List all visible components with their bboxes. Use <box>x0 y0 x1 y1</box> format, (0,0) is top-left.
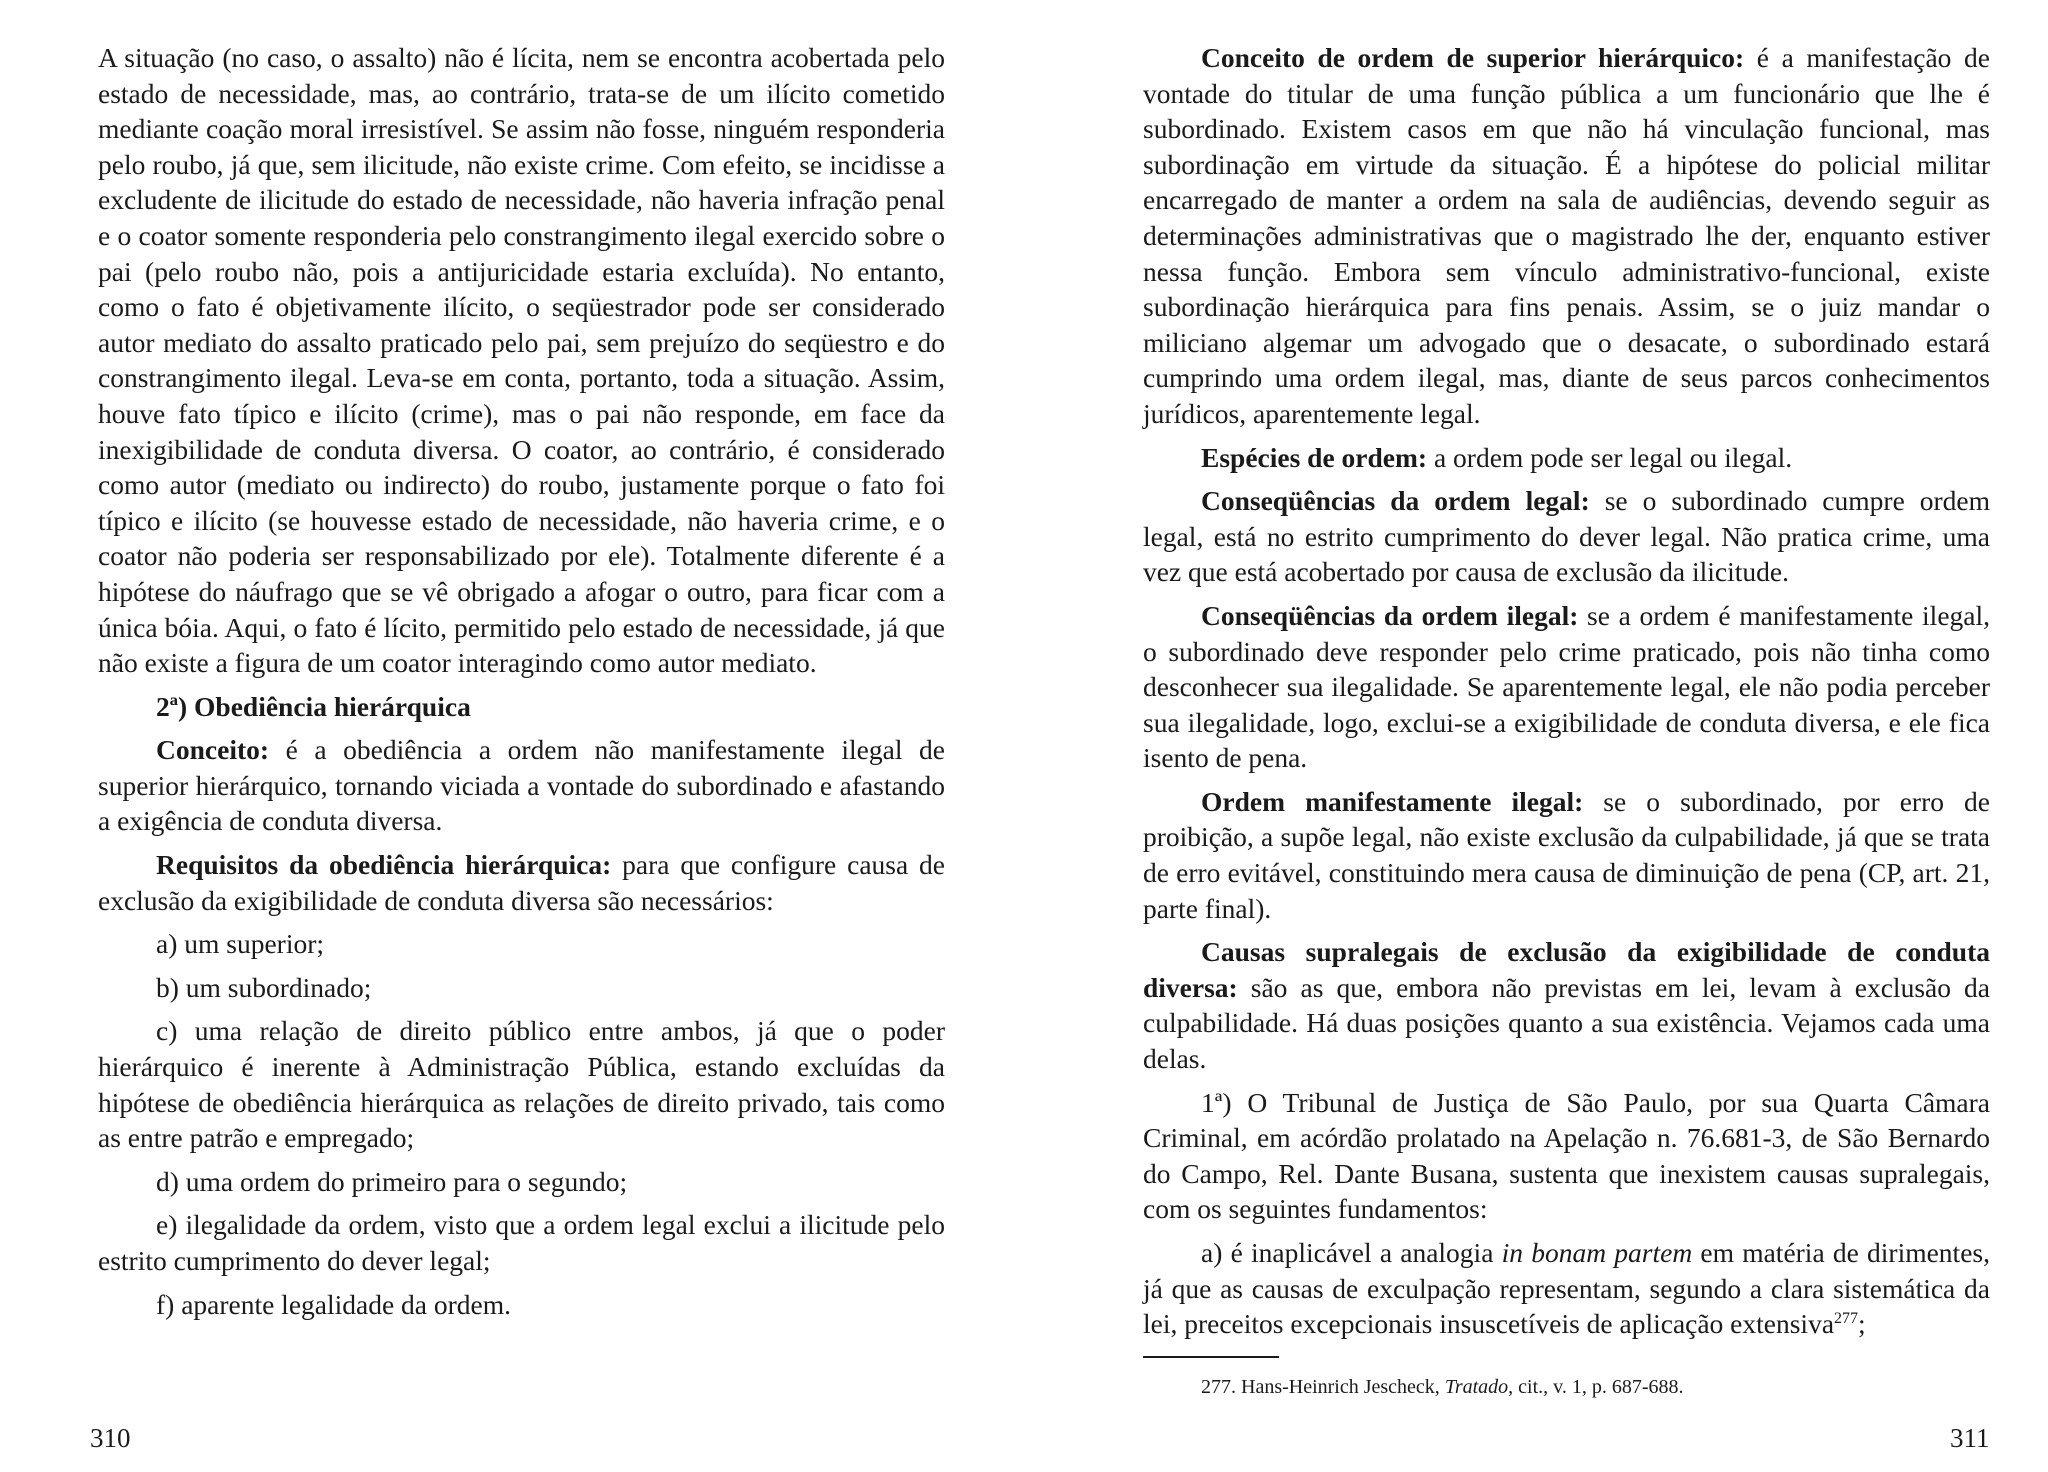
list-item-f: f) aparente legalidade da ordem. <box>156 1288 512 1320</box>
item-a-end: ; <box>1858 1308 1866 1340</box>
footnote-after: , cit., v. 1, p. 687-688. <box>1508 1376 1684 1398</box>
term-especies-ordem: Espécies de ordem: <box>1201 441 1428 473</box>
item-a-before: a) é inaplicável a analogia <box>1201 1237 1502 1268</box>
page-number-left: 310 <box>90 1423 131 1453</box>
list-item-a: a) um superior; <box>156 928 325 960</box>
text-ordem-ilegal: se a ordem é manifestamente ilegal, o subordinado deve responder pelo crime praticado, pois não tinha como desconhecer sua ilegalidade. Se aparentemente legal, ele não podia perceber sua ilegalidade, logo, exclui-se a exigibilidade de conduta diversa, e ele fica isento de pena. <box>1143 599 1991 774</box>
footnote-before: 277. Hans-Heinrich Jescheck, <box>1201 1376 1445 1398</box>
footnote-reference[interactable]: 277 <box>1834 1310 1859 1328</box>
list-item-c: c) uma relação de direito público entre ambos, já que o poder hierárquico é inerente à Administração Pública, estando excluídas da hipótese de obediência hierárquica as relações de direito privado, tais como as entre patrão e empregado; <box>98 1015 945 1154</box>
paragraph-especies-ordem <box>1143 440 1990 476</box>
paragraph-ordem-manifestamente-ilegal <box>1143 784 1990 926</box>
section-heading-obediencia: 2ª) Obediência hierárquica <box>156 690 471 722</box>
paragraph-conceito <box>98 732 945 839</box>
footnote-divider <box>1143 1356 1279 1358</box>
paragraph-posicao-1: 1ª) O Tribunal de Justiça de São Paulo, por sua Quarta Câmara Criminal, em acórdão prolatado na Apelação n. 76.681-3, de São Bernardo do Campo, Rel. Dante Busana, sustenta que inexistem causas supralegais, com os seguintes fundamentos: <box>1143 1086 1990 1225</box>
list-item-e: e) ilegalidade da ordem, visto que a ordem legal exclui a ilicitude pelo estrito cumprimento do dever legal; <box>98 1209 945 1276</box>
footnote-italic: Tratado <box>1444 1376 1509 1398</box>
paragraph-requisitos <box>98 847 945 918</box>
paragraph-ordem-legal <box>1143 483 1990 590</box>
term-conceito: Conceito: <box>156 734 270 766</box>
text-conceito-ordem: é a manifestação de vontade do titular de uma função pública a um funcionário que lhe é subordinado. Existem casos em que não há vinculação funcional, mas subordinação em virtude da situação. É a hipótese do policial militar encarregado de manter a ordem na sala de audiências, devendo seguir as determinações administrativas que o magistrado lhe der, enquanto estiver nessa função. Embora sem vínculo administrativo-funcional, existe subordinação hierárquica para fins penais. Assim, se o juiz mandar o miliciano algemar um advogado que o desacate, o subordinado estará cumprindo uma ordem ilegal, mas, diante de seus parcos conhecimentos jurídicos, aparentemente legal. <box>1143 42 1990 429</box>
term-ordem-manifestamente-ilegal: Ordem manifestamente ilegal: <box>1201 785 1584 817</box>
page-number-right: 311 <box>1950 1423 1990 1453</box>
text-especies-ordem: a ordem pode ser legal ou ilegal. <box>1427 441 1793 473</box>
text-ordem-manifestamente-ilegal: se o subordinado, por erro de proibição, a supõe legal, não existe exclusão da culpabilidade, já que se trata de erro evitável, constituindo mera causa de diminuição de pena (CP, art. 21, parte final). <box>1143 785 1990 924</box>
term-ordem-ilegal: Conseqüências da ordem ilegal: <box>1201 599 1579 631</box>
left-page <box>98 40 945 1330</box>
paragraph-item-a-analogia <box>1143 1235 1990 1342</box>
item-a-italic: in bonam partem <box>1501 1237 1693 1268</box>
term-requisitos: Requisitos da obediência hierárquica: <box>156 849 612 881</box>
right-page <box>1143 40 1990 1350</box>
list-item-d: d) uma ordem do primeiro para o segundo; <box>156 1165 628 1197</box>
term-conceito-ordem: Conceito de ordem de superior hierárquico: <box>1201 42 1745 73</box>
item-a-after: em matéria de dirimentes, já que as causas de exculpação representam, segundo a clara sistemática da lei, preceitos excepcionais insuscetíveis de aplicação extensiva <box>1143 1237 1990 1340</box>
paragraph-causas-supralegais <box>1143 934 1990 1076</box>
list-item-b: b) um subordinado; <box>156 971 372 1003</box>
text-requisitos: para que configure causa de exclusão da exigibilidade de conduta diversa são necessários: <box>98 849 946 916</box>
footnote <box>1201 1374 1684 1400</box>
term-causas-supralegais: Causas supralegais de exclusão da exigibilidade de conduta diversa: <box>1143 936 1990 1003</box>
text-causas-supralegais: são as que, embora não previstas em lei, levam à exclusão da culpabilidade. Há duas posições quanto a sua existência. Vejamos cada uma delas. <box>1143 971 1990 1075</box>
term-ordem-legal: Conseqüências da ordem legal: <box>1201 485 1590 517</box>
paragraph-conceito-ordem <box>1143 40 1990 432</box>
text-ordem-legal: se o subordinado cumpre ordem legal, está no estrito cumprimento do dever legal. Não pratica crime, uma vez que está acobertado por causa de exclusão da ilicitude. <box>1143 485 1991 588</box>
paragraph-intro: A situação (no caso, o assalto) não é lícita, nem se encontra acobertada pelo estado de necessidade, mas, ao contrário, trata-se de um ilícito cometido mediante coação moral irresistível. Se assim não fosse, ninguém responderia pelo roubo, já que, sem ilicitude, não existe crime. Com efeito, se incidisse a excludente de ilicitude do estado de necessidade, não haveria infração penal e o coator somente responderia pelo constrangimento ilegal exercido sobre o pai (pelo roubo não, pois a antijuricidade estaria excluída). No entanto, como o fato é objetivamente ilícito, o seqüestrador pode ser considerado autor mediato do assalto praticado pelo pai, sem prejuízo do seqüestro e do constrangimento ilegal. Leva-se em conta, portanto, toda a situação. Assim, houve fato típico e ilícito (crime), mas o pai não responde, em face da inexigibilidade de conduta diversa. O coator, ao contrário, é considerado como autor (mediato ou indirecto) do roubo, justamente porque o fato foi típico e ilícito (se houvesse estado de necessidade, não haveria crime, e o coator não poderia ser responsabilizado por ele). Totalmente diferente é a hipótese do náufrago que se vê obrigado a afogar o outro, para ficar com a única bóia. Aqui, o fato é lícito, permitido pelo estado de necessidade, já que não existe a figura de um coator interagindo como autor mediato. <box>98 42 945 679</box>
paragraph-ordem-ilegal <box>1143 598 1990 776</box>
text-conceito: é a obediência a ordem não manifestamente ilegal de superior hierárquico, tornando viciada a vontade do subordinado e afastando a exigência de conduta diversa. <box>98 734 945 837</box>
